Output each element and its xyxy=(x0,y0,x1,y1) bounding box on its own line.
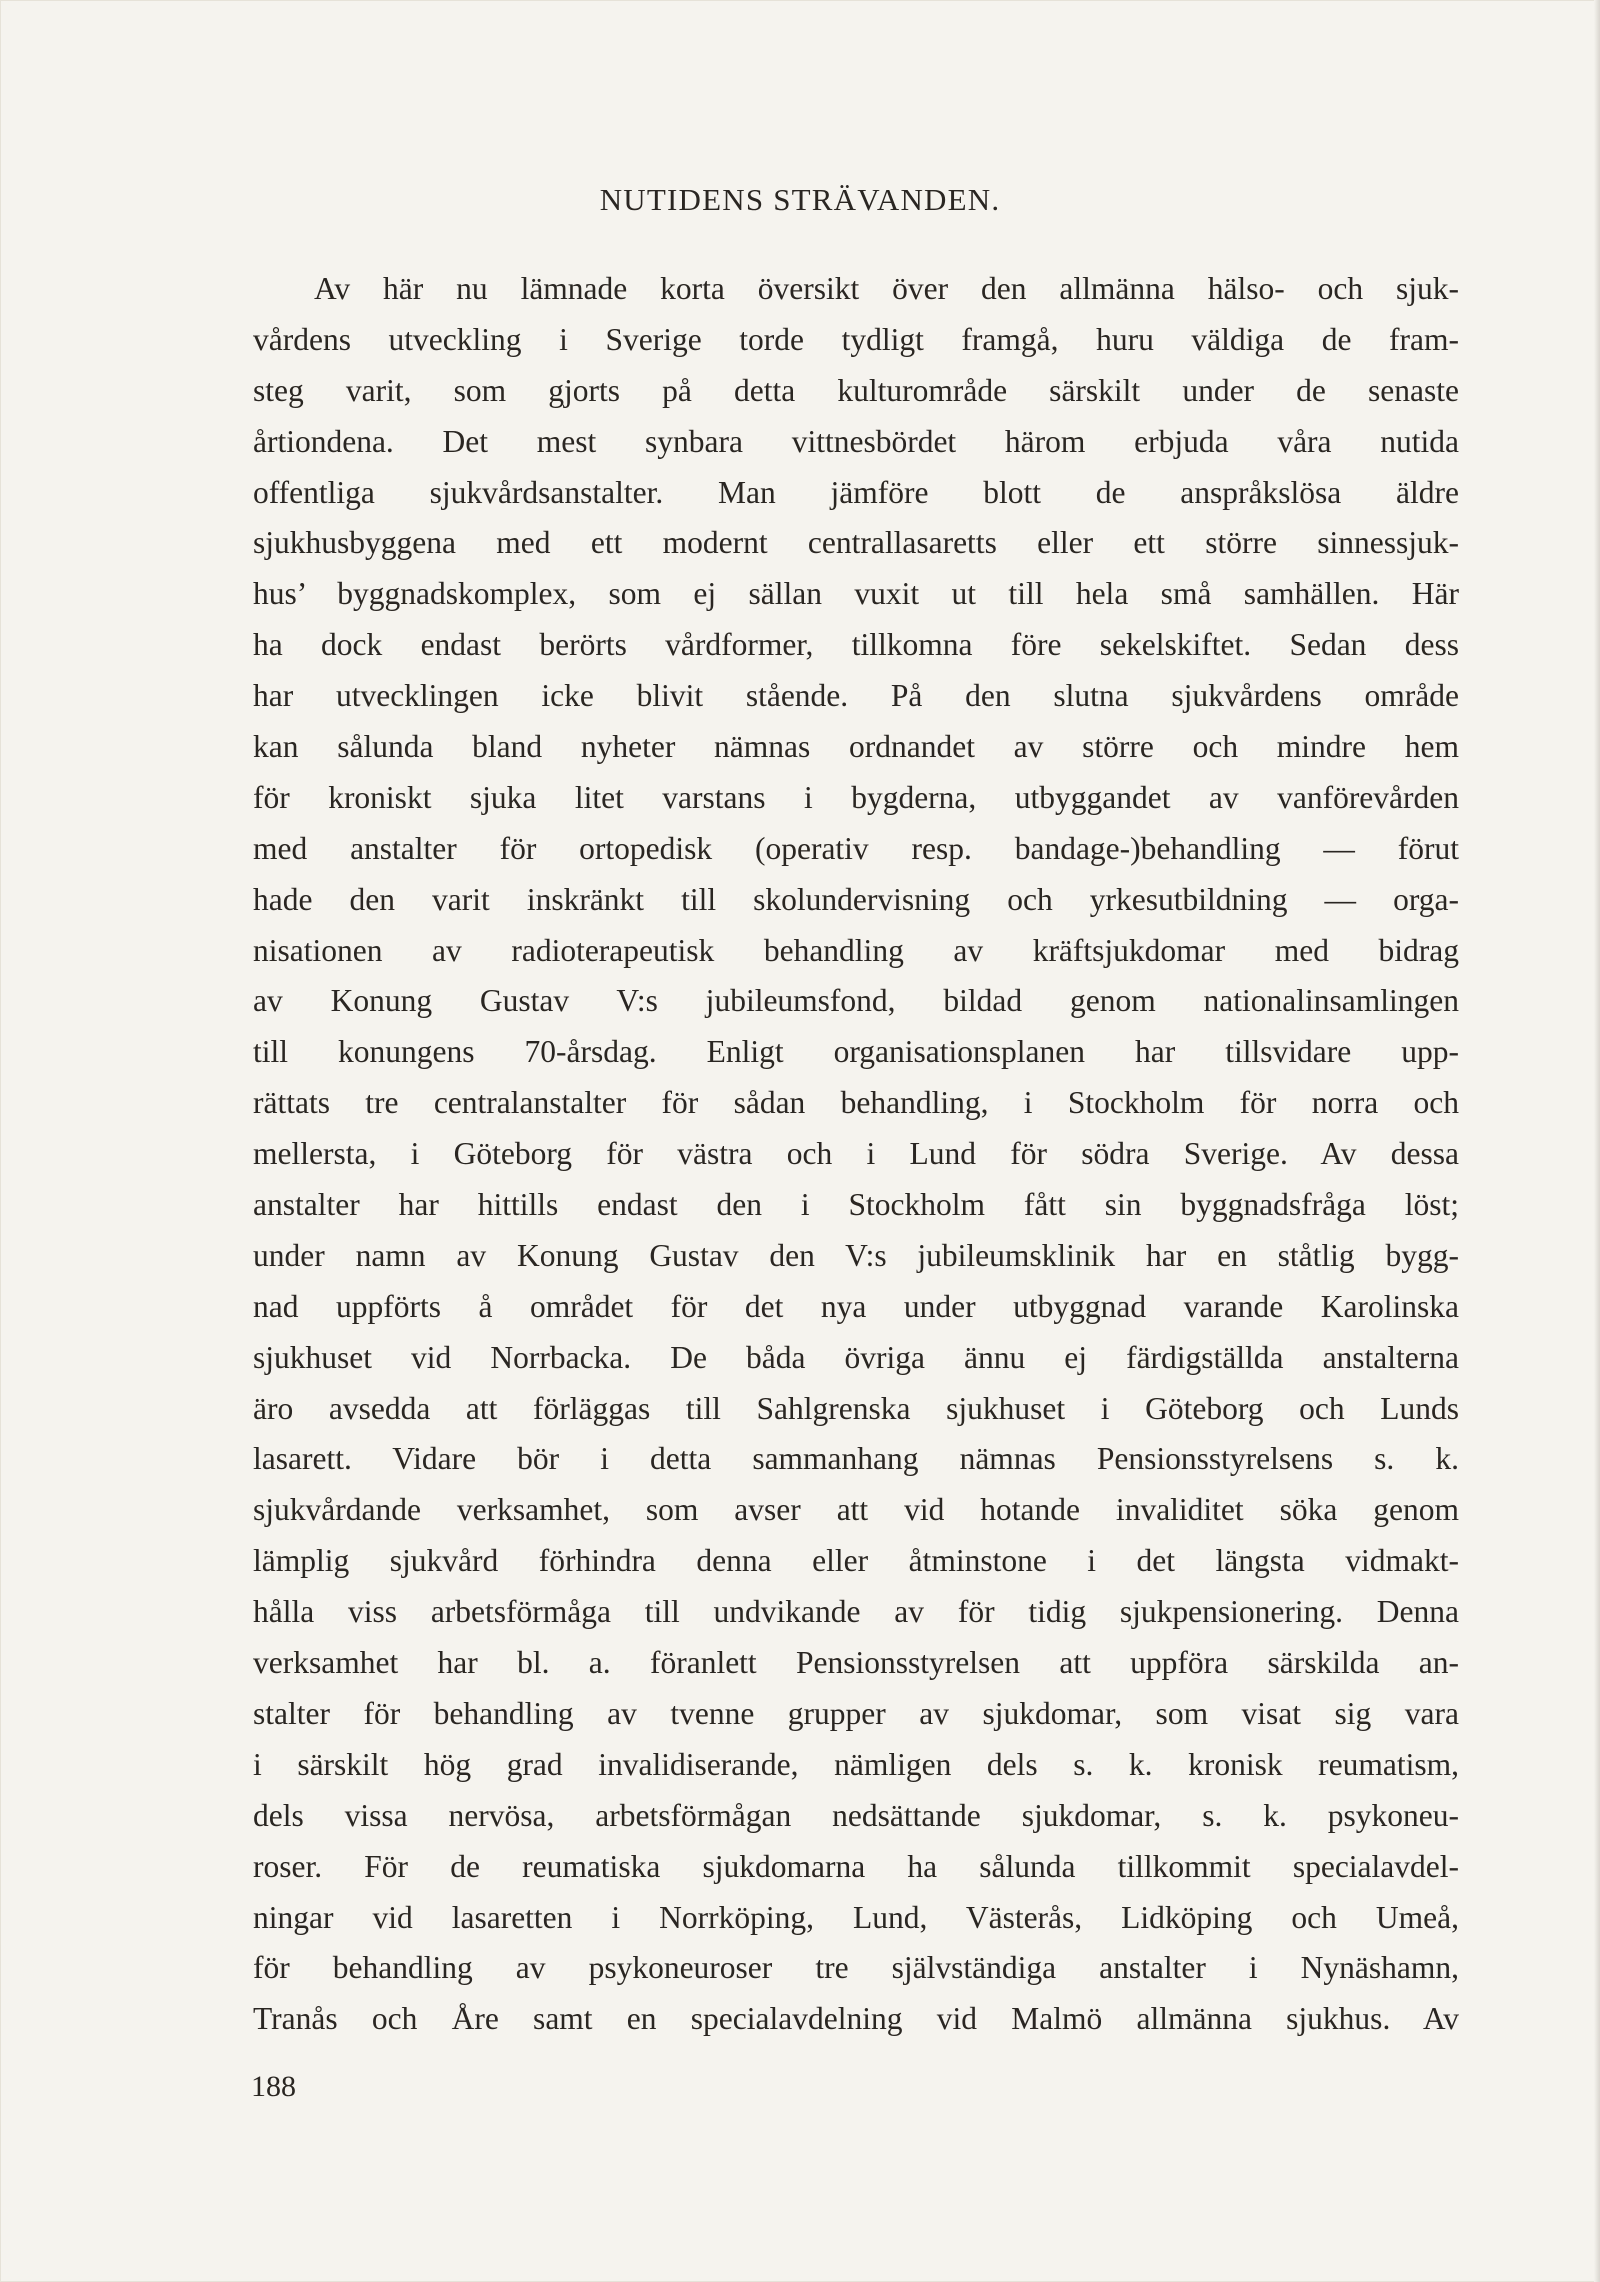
text-line: har utvecklingen icke blivit stående. På den slutna sjukvårdens område xyxy=(253,678,1459,714)
text-line: sjukvårdande verksamhet, som avser att vid hotande invaliditet söka genom xyxy=(253,1492,1459,1528)
text-line: Tranås och Åre samt en specialavdelning vid Malmö allmänna sjukhus. Av xyxy=(253,2001,1459,2037)
text-line: mellersta, i Göteborg för västra och i Lund för södra Sverige. Av dessa xyxy=(253,1136,1459,1172)
text-line: verksamhet har bl. a. föranlett Pensionsstyrelsen att uppföra särskilda an- xyxy=(253,1645,1459,1681)
text-line: sjukhuset vid Norrbacka. De båda övriga ännu ej färdigställda anstalterna xyxy=(253,1339,1459,1375)
text-line: till konungens 70-årsdag. Enligt organisationsplanen har tillsvidare upp- xyxy=(253,1034,1459,1070)
text-line: äro avsedda att förläggas till Sahlgrenska sjukhuset i Göteborg och Lunds xyxy=(253,1390,1459,1426)
text-line: nad uppförts å området för det nya under utbyggnad varande Karolinska xyxy=(253,1288,1459,1324)
text-line: årtiondena. Det mest synbara vittnesbördet härom erbjuda våra nutida xyxy=(253,423,1459,459)
text-line: under namn av Konung Gustav den V:s jubileumsklinik har en ståtlig bygg- xyxy=(253,1237,1459,1273)
text-line: rättats tre centralanstalter för sådan behandling, i Stockholm för norra och xyxy=(253,1085,1459,1121)
text-line: offentliga sjukvårdsanstalter. Man jämföre blott de anspråkslösa äldre xyxy=(253,474,1459,510)
text-line: stalter för behandling av tvenne grupper av sjukdomar, som visat sig vara xyxy=(253,1695,1459,1731)
text-line: för behandling av psykoneuroser tre självständiga anstalter i Nynäshamn, xyxy=(253,1950,1459,1986)
text-line: anstalter har hittills endast den i Stockholm fått sin byggnadsfråga löst; xyxy=(253,1187,1459,1223)
running-head: NUTIDENS STRÄVANDEN. xyxy=(599,182,1001,217)
text-line: Av här nu lämnade korta översikt över den allmänna hälso- och sjuk- xyxy=(314,271,1459,306)
text-line: hade den varit inskränkt till skolundervisning och yrkesutbildning — orga- xyxy=(253,881,1459,917)
body-paragraph xyxy=(253,264,1459,2045)
text-line: ningar vid lasaretten i Norrköping, Lund, Västerås, Lidköping och Umeå, xyxy=(253,1899,1459,1935)
text-line: roser. För de reumatiska sjukdomarna ha sålunda tillkommit specialavdel- xyxy=(253,1848,1459,1884)
text-line: sjukhusbyggena med ett modernt centrallasaretts eller ett större sinnessjuk- xyxy=(253,525,1459,561)
text-line: vårdens utveckling i Sverige torde tydligt framgå, huru väldiga de fram- xyxy=(253,321,1459,357)
text-line: steg varit, som gjorts på detta kulturområde särskilt under de senaste xyxy=(253,372,1459,408)
text-line: nisationen av radioterapeutisk behandling av kräftsjukdomar med bidrag xyxy=(253,932,1459,968)
text-line: med anstalter för ortopedisk (operativ resp. bandage-)behandling — förut xyxy=(253,830,1459,866)
text-line: hus’ byggnadskomplex, som ej sällan vuxit ut till hela små samhällen. Här xyxy=(253,576,1459,612)
text-line: kan sålunda bland nyheter nämnas ordnandet av större och mindre hem xyxy=(253,729,1459,765)
text-line: ha dock endast berörts vårdformer, tillkomna före sekelskiftet. Sedan dess xyxy=(253,627,1459,663)
text-line: lasarett. Vidare bör i detta sammanhang nämnas Pensionsstyrelsens s. k. xyxy=(253,1441,1459,1477)
text-line: hålla viss arbetsförmåga till undvikande av för tidig sjukpensionering. Denna xyxy=(253,1594,1459,1630)
text-line: i särskilt hög grad invalidiserande, nämligen dels s. k. kronisk reumatism, xyxy=(253,1746,1459,1782)
page-edge xyxy=(1594,0,1600,2282)
text-line: lämplig sjukvård förhindra denna eller åtminstone i det längsta vidmakt- xyxy=(253,1543,1459,1579)
text-line: för kroniskt sjuka litet varstans i bygderna, utbyggandet av vanförevården xyxy=(253,779,1459,815)
page-number: 188 xyxy=(251,2070,296,2103)
text-line: dels vissa nervösa, arbetsförmågan nedsättande sjukdomar, s. k. psykoneu- xyxy=(253,1797,1459,1833)
text-line: av Konung Gustav V:s jubileumsfond, bildad genom nationalinsamlingen xyxy=(253,983,1459,1019)
